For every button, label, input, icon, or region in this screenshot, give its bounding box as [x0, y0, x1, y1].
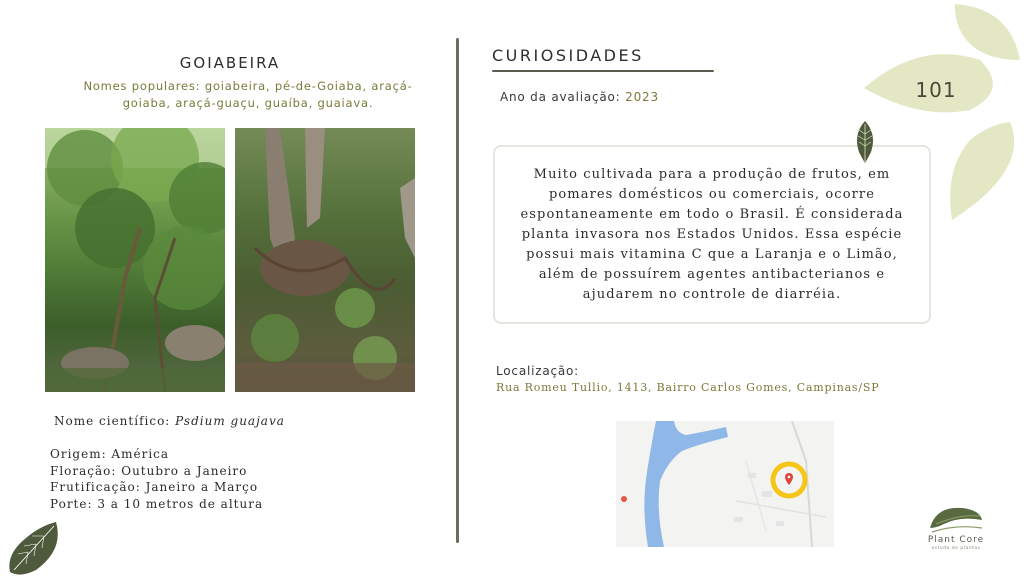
photo-tree-canopy: [45, 128, 225, 392]
logo-tagline: estudo de plantas: [931, 546, 981, 551]
curiosities-text: Muito cultivada para a produção de frutos, em pomares domésticos ou comerciais, ocorre espontaneamente em todo o Brasil. É considerada planta invasora nos Estados Unidos. Essa espécie possui mais vitamina C que a Laranja e o Limão, além de possuírem agentes antibacterianos e ajudarem no controle de diarréia.: [520, 166, 904, 302]
photo-tree-trunk: [235, 128, 415, 392]
scientific-name: Psdium guajava: [175, 414, 285, 428]
location-label: Localização:: [496, 364, 580, 378]
origin-text: Origem: América: [50, 447, 170, 461]
page-number: 101: [915, 78, 957, 102]
scientific-label: Nome científico:: [54, 414, 176, 428]
leaf-icon: [6, 520, 62, 576]
popular-names: Nomes populares: goiabeira, pé-de-Goiaba, araçá-goiaba, araçá-guaçu, guaíba, guaiava.: [83, 79, 413, 110]
flowering-text: Floração: Outubro a Janeiro: [50, 463, 248, 478]
curiosities-title: CURIOSIDADES: [492, 46, 644, 65]
column-divider: [456, 38, 459, 543]
plant-facts: [50, 446, 263, 512]
evaluation-year: [500, 90, 659, 104]
fruiting-text: Frutificação: Janeiro a Março: [50, 480, 259, 494]
year-value: 2023: [625, 90, 659, 104]
title-underline: [492, 70, 714, 72]
leaf-icon: [853, 120, 877, 164]
size-text: Porte: 3 a 10 metros de altura: [50, 496, 264, 511]
plant-name: GOIABEIRA: [179, 54, 281, 72]
decorative-leaves: [860, 0, 1024, 230]
location-address: Rua Romeu Tullio, 1413, Bairro Carlos Gomes, Campinas/SP: [496, 381, 880, 394]
scientific-name-line: [54, 414, 285, 428]
logo-name: Plant Core: [927, 535, 985, 545]
year-label: Ano da avaliação:: [500, 90, 626, 104]
location-map[interactable]: [616, 421, 834, 547]
